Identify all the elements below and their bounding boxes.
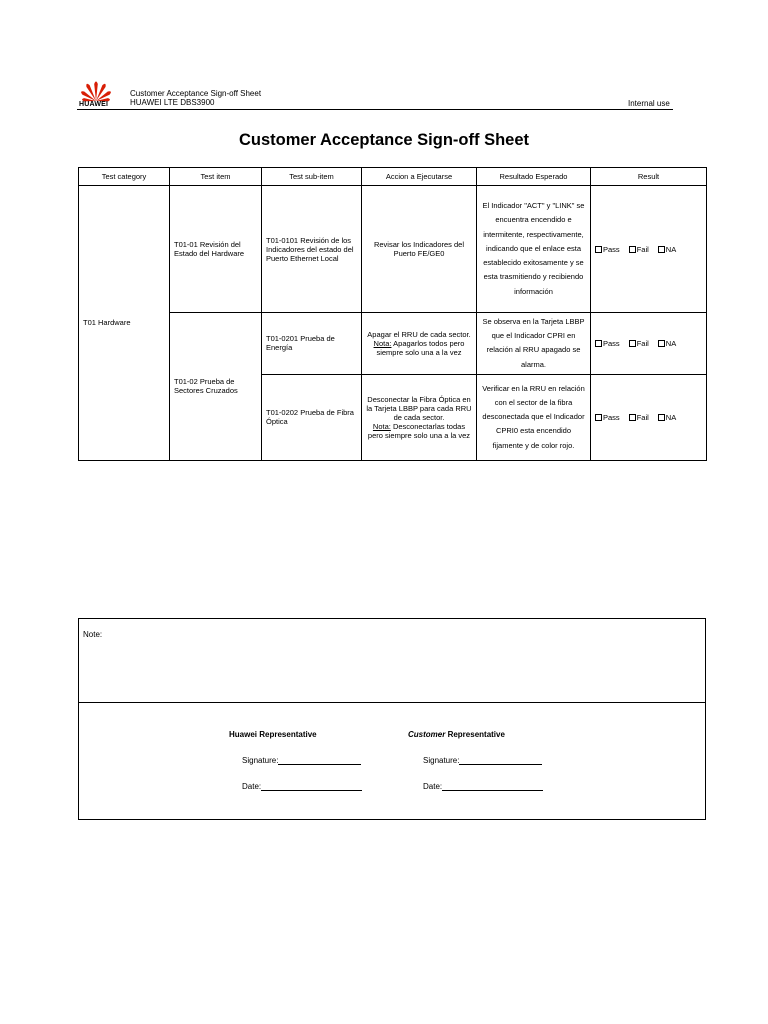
- signoff-box: [78, 618, 706, 820]
- header-product: HUAWEI LTE DBS3900: [130, 98, 215, 107]
- fail-label: Fail: [636, 412, 649, 422]
- table-header-row: [79, 168, 707, 186]
- test-item-cell: T01-01 Revisión del Estado del Hardware: [170, 186, 262, 313]
- logo-text: HUAWEI: [79, 101, 109, 108]
- huawei-rep-prefix: Huawei: [229, 730, 258, 739]
- checkbox-icon[interactable]: [629, 246, 636, 253]
- customer-rep-prefix: Customer: [408, 730, 446, 739]
- header-test-category: Test category: [79, 168, 170, 186]
- customer-date-line[interactable]: [442, 782, 543, 791]
- table-row: [79, 313, 707, 375]
- result-options: [591, 374, 707, 460]
- expected-result-cell: Se observa en la Tarjeta LBBP que el Indicador CPRI en relación al RRU apagado se alarma.: [477, 313, 591, 375]
- na-label: NA: [665, 244, 677, 254]
- note-label: Note:: [83, 630, 103, 639]
- action-text: Desconectar la Fibra Óptica en la Tarjeta LBBP para cada RRU de cada sector.: [366, 394, 472, 422]
- customer-representative-heading: [408, 730, 505, 739]
- huawei-signature-label: Signature:: [242, 756, 279, 765]
- checkbox-icon[interactable]: [658, 246, 665, 253]
- expected-result-cell: Verificar en la RRU en relación con el sector de la fibra desconectada que el Indicador CPRI0 esta encendido fijamente y de color rojo.: [477, 374, 591, 460]
- header-result: Result: [591, 168, 707, 186]
- huawei-date-label: Date:: [242, 782, 262, 791]
- action-text: Revisar los Indicadores del Puerto FE/GE0: [373, 240, 465, 258]
- pass-label: Pass: [603, 338, 620, 348]
- customer-signature-field[interactable]: [423, 756, 542, 765]
- result-options: [591, 313, 707, 375]
- test-item-cell: T01-02 Prueba de Sectores Cruzados: [170, 313, 262, 461]
- test-subitem-cell: T01-0101 Revisión de los Indicadores del estado del Puerto Ethernet Local: [262, 186, 362, 313]
- huawei-rep-suffix: Representative: [257, 730, 317, 739]
- header-test-sub-item: Test sub-item: [262, 168, 362, 186]
- customer-signature-label: Signature:: [423, 756, 460, 765]
- page-title: Customer Acceptance Sign-off Sheet: [238, 131, 530, 149]
- customer-signature-line[interactable]: [459, 756, 542, 765]
- action-note: Apagarlos todos pero siempre solo una a la vez: [376, 338, 465, 357]
- pass-option[interactable]: [595, 245, 620, 254]
- result-options: [591, 186, 707, 313]
- checkbox-icon[interactable]: [658, 340, 665, 347]
- action-note-label: Nota:: [373, 338, 392, 348]
- huawei-signature-line[interactable]: [278, 756, 361, 765]
- header-test-item: Test item: [170, 168, 262, 186]
- header-classification: Internal use: [628, 99, 670, 108]
- test-table: [78, 167, 707, 461]
- huawei-date-line[interactable]: [261, 782, 362, 791]
- checkbox-icon[interactable]: [595, 246, 602, 253]
- huawei-date-field[interactable]: [242, 782, 362, 791]
- action-note-label: Nota:: [372, 421, 391, 431]
- checkbox-icon[interactable]: [595, 414, 602, 421]
- action-cell: [362, 186, 477, 313]
- fail-option[interactable]: [629, 339, 649, 348]
- header-divider: [77, 109, 673, 110]
- na-option[interactable]: [658, 413, 676, 422]
- pass-option[interactable]: [595, 339, 620, 348]
- fail-option[interactable]: [629, 245, 649, 254]
- table-row: [79, 186, 707, 313]
- na-label: NA: [665, 412, 677, 422]
- fail-label: Fail: [636, 244, 649, 254]
- action-note: Desconectarlas todas pero siempre solo una a la vez: [367, 421, 471, 440]
- checkbox-icon[interactable]: [595, 340, 602, 347]
- customer-date-field[interactable]: [423, 782, 543, 791]
- action-cell: [362, 374, 477, 460]
- pass-label: Pass: [603, 244, 620, 254]
- header-doc-title: Customer Acceptance Sign-off Sheet: [130, 89, 262, 98]
- action-text: Apagar el RRU de cada sector.: [367, 329, 471, 339]
- checkbox-icon[interactable]: [629, 414, 636, 421]
- expected-result-cell: El Indicador "ACT" y "LINK" se encuentra encendido e intermitente, respectivamente, indicando que el enlace esta establecido exitosamente y se esta trasmitiendo y recibiendo información: [477, 186, 591, 313]
- test-subitem-cell: T01-0202 Prueba de Fibra Óptica: [262, 374, 362, 460]
- test-subitem-cell: T01-0201 Prueba de Energía: [262, 313, 362, 375]
- fail-option[interactable]: [629, 413, 649, 422]
- huawei-representative-heading: [229, 730, 317, 739]
- checkbox-icon[interactable]: [629, 340, 636, 347]
- action-cell: [362, 313, 477, 375]
- checkbox-icon[interactable]: [658, 414, 665, 421]
- test-category-cell: T01 Hardware: [79, 186, 170, 461]
- fail-label: Fail: [636, 338, 649, 348]
- na-option[interactable]: [658, 339, 676, 348]
- header-action: Accion a Ejecutarse: [362, 168, 477, 186]
- na-option[interactable]: [658, 245, 676, 254]
- customer-rep-suffix: Representative: [445, 730, 505, 739]
- signoff-divider: [79, 702, 705, 703]
- na-label: NA: [665, 338, 677, 348]
- pass-label: Pass: [603, 412, 620, 422]
- huawei-signature-field[interactable]: [242, 756, 361, 765]
- pass-option[interactable]: [595, 413, 620, 422]
- header-expected-result: Resultado Esperado: [477, 168, 591, 186]
- customer-date-label: Date:: [423, 782, 443, 791]
